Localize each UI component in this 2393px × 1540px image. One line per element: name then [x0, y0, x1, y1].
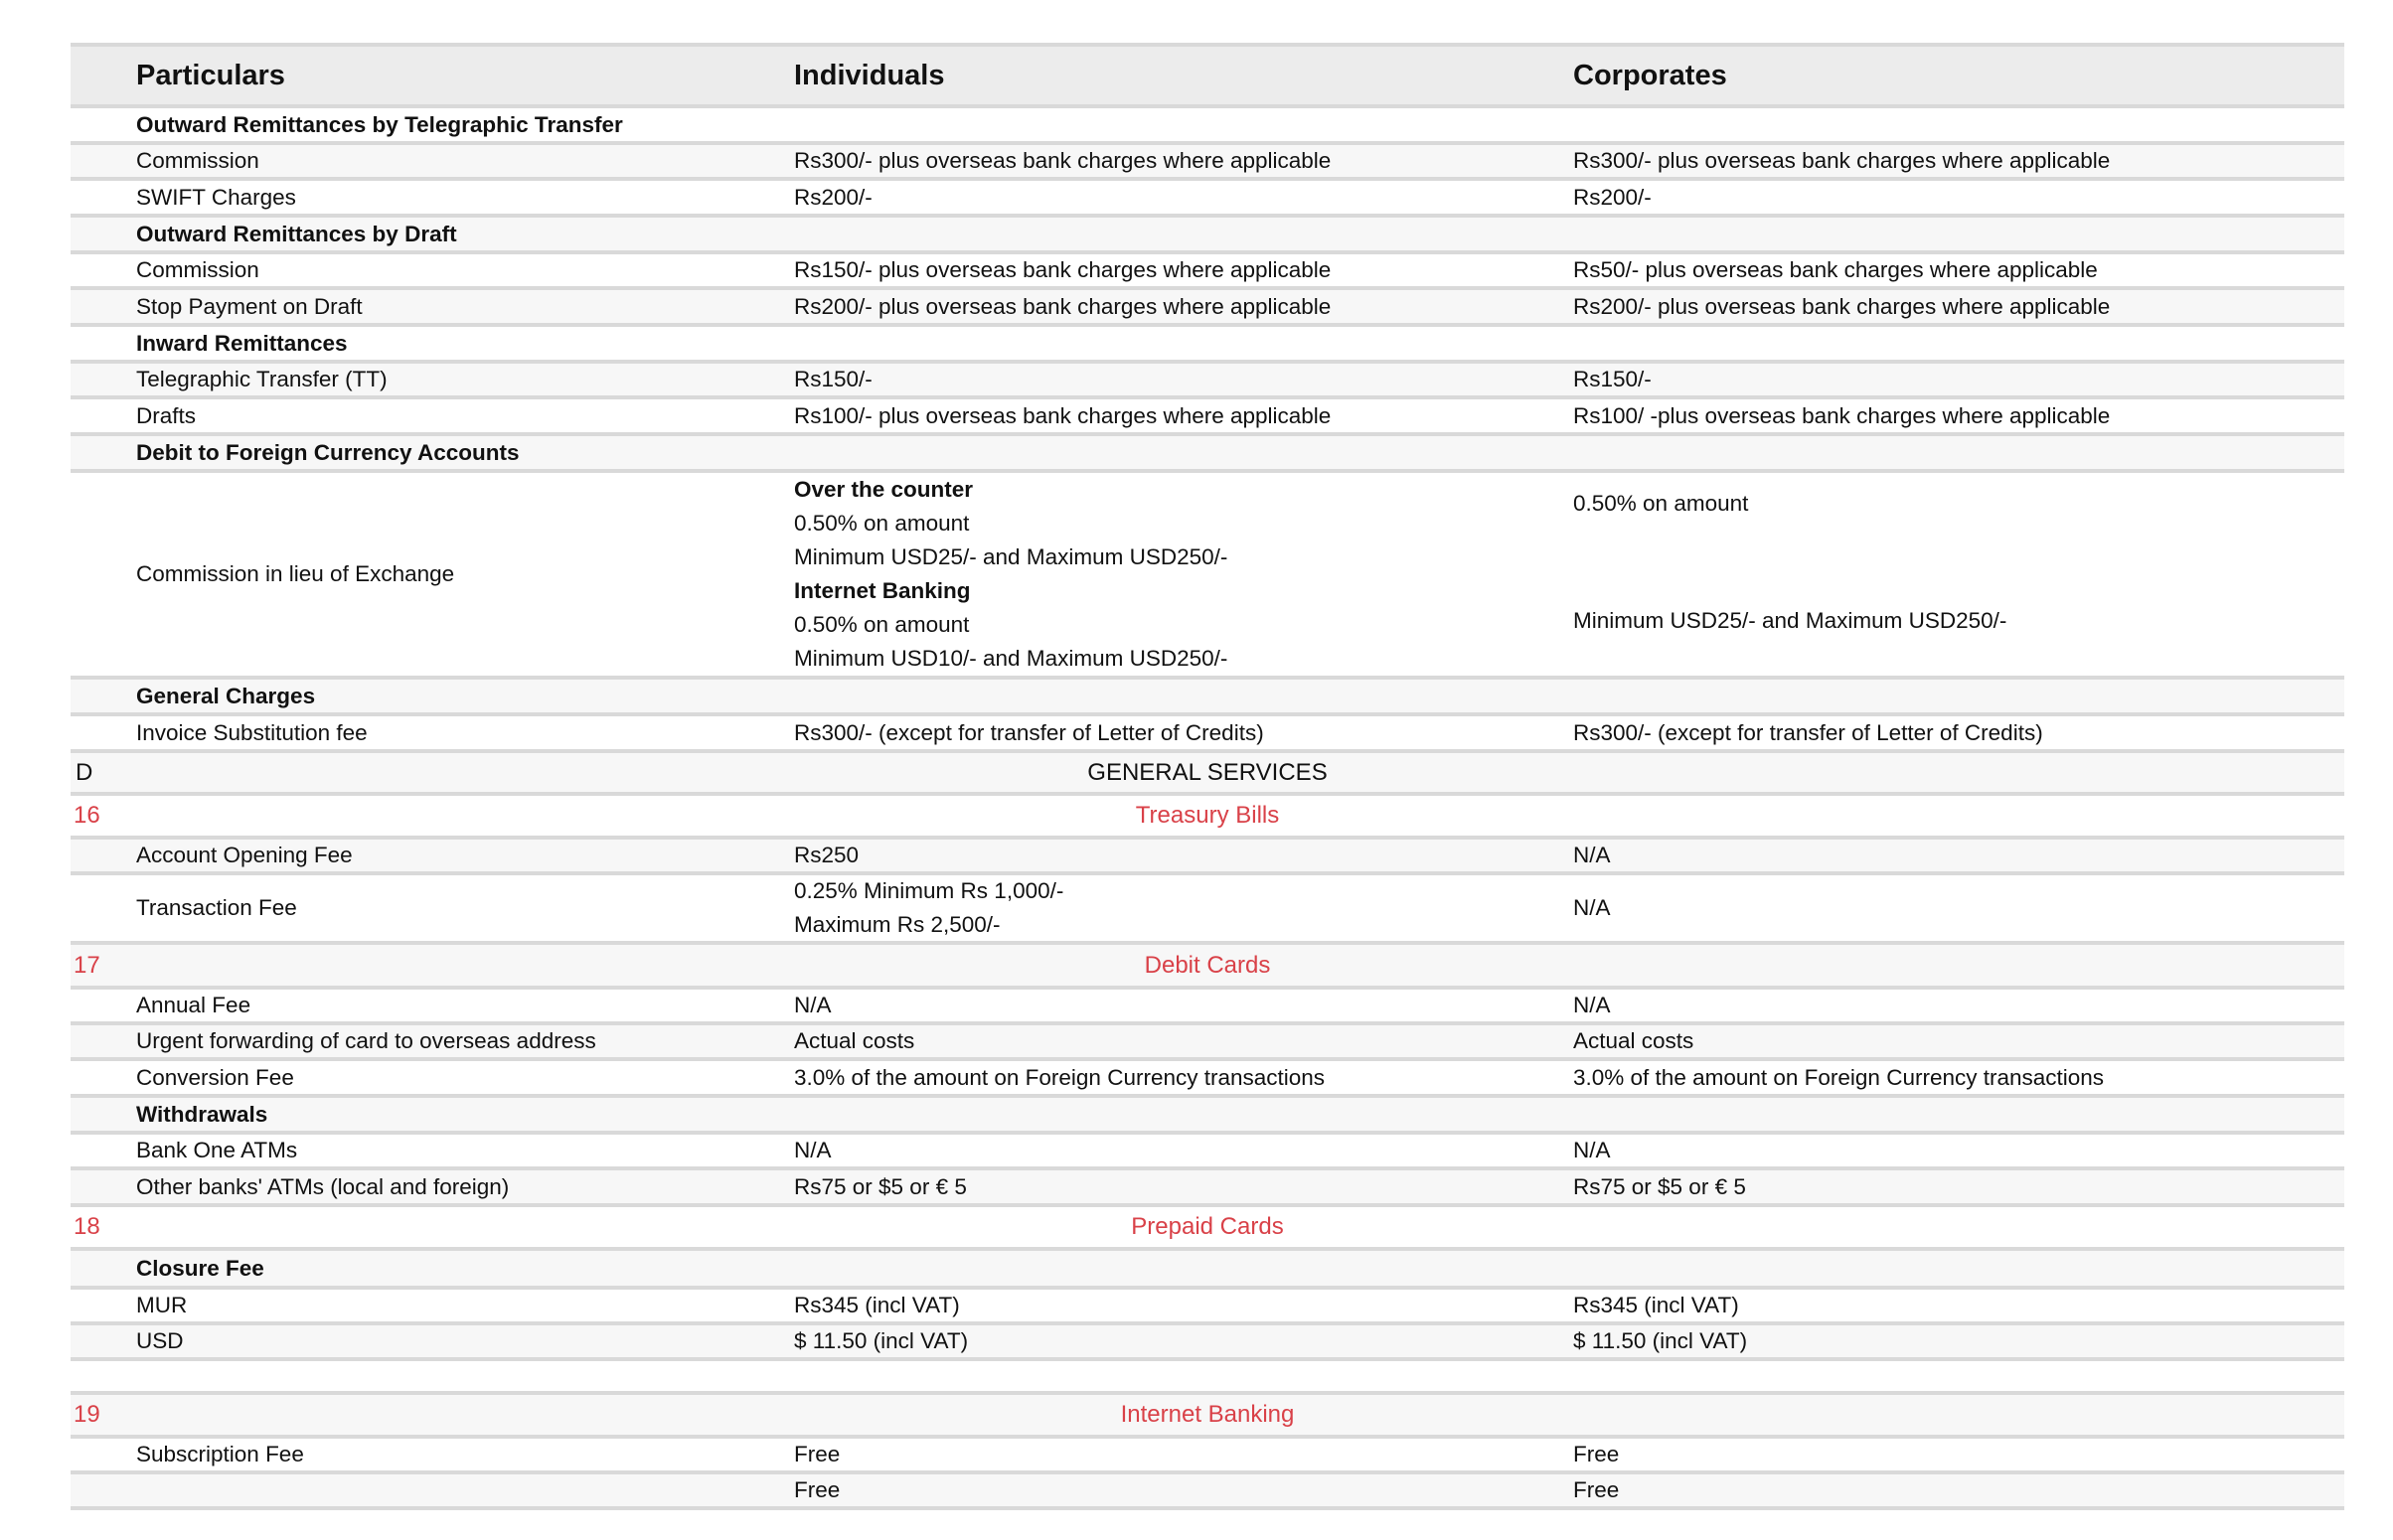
individuals-value: N/A: [794, 993, 832, 1017]
row-label: SWIFT Charges: [136, 184, 296, 210]
row-label: Other banks' ATMs (local and foreign): [136, 1173, 510, 1199]
table-row: [71, 1325, 2344, 1361]
corporates-value: Rs50/- plus overseas bank charges where applicable: [1573, 257, 2098, 282]
group-title: Debit to Foreign Currency Accounts: [136, 439, 520, 465]
over-counter-rate: 0.50% on amount: [794, 511, 970, 536]
group-row: [71, 218, 2344, 254]
section-row: [71, 945, 2344, 990]
corporates-value: Free: [1573, 1442, 1620, 1466]
section-row: [71, 796, 2344, 840]
individuals-value: [794, 875, 1063, 941]
corporates-value: N/A: [1573, 895, 1611, 920]
row-label: Subscription Fee: [136, 1442, 304, 1466]
individuals-value: Free: [794, 1442, 841, 1466]
group-row: [71, 1251, 2344, 1290]
table-header: [71, 43, 2344, 108]
row-label: Stop Payment on Draft: [136, 293, 363, 319]
row-label: Commission: [136, 148, 259, 173]
row-label: Transaction Fee: [136, 895, 297, 920]
row-label: MUR: [136, 1293, 188, 1317]
section-title: Internet Banking: [1120, 1401, 1295, 1428]
row-label: Account Opening Fee: [136, 843, 353, 867]
group-row: [71, 108, 2344, 145]
corporates-value: Rs300/- plus overseas bank charges where applicable: [1573, 148, 2111, 173]
section-title: Treasury Bills: [1135, 802, 1280, 829]
table-row: [71, 399, 2344, 436]
table-row: [71, 254, 2344, 290]
group-title: Withdrawals: [136, 1101, 268, 1127]
table-row: [71, 473, 2344, 680]
section-number: 17: [74, 951, 100, 979]
individuals-value: Rs200/- plus overseas bank charges where applicable: [794, 293, 1332, 319]
internet-banking-rate: 0.50% on amount: [794, 612, 970, 637]
corporates-value: Rs100/ -plus overseas bank charges where applicable: [1573, 402, 2111, 428]
row-label: Annual Fee: [136, 993, 251, 1017]
group-title: Outward Remittances by Draft: [136, 221, 457, 246]
section-number: 16: [74, 802, 100, 829]
individuals-line: Maximum Rs 2,500/-: [794, 912, 1001, 937]
section-title: Debit Cards: [1144, 951, 1271, 979]
table-row: [71, 1135, 2344, 1170]
table-row: [71, 1025, 2344, 1061]
table-row: [71, 290, 2344, 327]
corporates-limits: Minimum USD25/- and Maximum USD250/-: [1573, 608, 2007, 633]
internet-banking-heading: Internet Banking: [794, 578, 971, 603]
corporates-value: [1573, 473, 2006, 676]
individuals-value: Rs345 (incl VAT): [794, 1293, 960, 1317]
table-row: [71, 875, 2344, 945]
row-label: Commission: [136, 257, 259, 282]
table-row: [71, 1474, 2344, 1510]
section-title: Prepaid Cards: [1131, 1213, 1284, 1240]
individuals-value: $ 11.50 (incl VAT): [794, 1328, 969, 1353]
section-title: GENERAL SERVICES: [1087, 758, 1328, 786]
section-row: [71, 1207, 2344, 1251]
header-corporates: Corporates: [1573, 59, 1727, 91]
individuals-value: 3.0% of the amount on Foreign Currency transactions: [794, 1064, 1326, 1090]
individuals-value: Actual costs: [794, 1028, 915, 1053]
corporates-rate: 0.50% on amount: [1573, 491, 1749, 516]
row-label: Urgent forwarding of card to overseas address: [136, 1028, 596, 1053]
corporates-value: Rs200/-: [1573, 184, 1652, 210]
row-label: Commission in lieu of Exchange: [136, 561, 455, 586]
individuals-line: 0.25% Minimum Rs 1,000/-: [794, 878, 1064, 903]
corporates-value: Actual costs: [1573, 1028, 1694, 1053]
row-label: Invoice Substitution fee: [136, 719, 368, 745]
row-label: Telegraphic Transfer (TT): [136, 367, 388, 391]
individuals-value: N/A: [794, 1138, 832, 1162]
table-row: [71, 840, 2344, 875]
header-particulars: Particulars: [136, 59, 285, 91]
section-number: 18: [74, 1213, 100, 1240]
section-row: [71, 1395, 2344, 1439]
table-row: [71, 990, 2344, 1025]
table-row: [71, 1061, 2344, 1098]
section-letter: D: [76, 758, 93, 786]
corporates-value: Rs150/-: [1573, 367, 1652, 391]
corporates-value: $ 11.50 (incl VAT): [1573, 1328, 1748, 1353]
corporates-value: N/A: [1573, 843, 1611, 867]
corporates-value: Free: [1573, 1477, 1620, 1502]
table-row: [71, 1170, 2344, 1207]
corporates-value: 3.0% of the amount on Foreign Currency transactions: [1573, 1064, 2105, 1090]
group-row: [71, 680, 2344, 716]
corporates-value: Rs200/- plus overseas bank charges where applicable: [1573, 293, 2111, 319]
corporates-value: Rs300/- (except for transfer of Letter of Credits): [1573, 719, 2043, 745]
row-label: Bank One ATMs: [136, 1138, 298, 1162]
table-row: [71, 1439, 2344, 1474]
individuals-value: [794, 473, 1227, 676]
individuals-value: Rs150/-: [794, 367, 873, 391]
group-title: General Charges: [136, 683, 316, 708]
spacer-row: [71, 1361, 2344, 1395]
table-row: [71, 145, 2344, 181]
individuals-value: Rs300/- plus overseas bank charges where applicable: [794, 148, 1332, 173]
group-title: Outward Remittances by Telegraphic Transfer: [136, 111, 623, 137]
fee-table: [71, 43, 2344, 1510]
table-row: [71, 716, 2344, 753]
over-counter-heading: Over the counter: [794, 477, 974, 502]
individuals-value: Free: [794, 1477, 841, 1502]
row-label: Conversion Fee: [136, 1064, 294, 1090]
group-row: [71, 436, 2344, 473]
individuals-value: Rs75 or $5 or € 5: [794, 1173, 967, 1199]
table-row: [71, 1290, 2344, 1325]
table-row: [71, 364, 2344, 399]
group-title: Inward Remittances: [136, 330, 348, 356]
row-label: Drafts: [136, 402, 197, 428]
group-title: Closure Fee: [136, 1255, 264, 1281]
corporates-value: N/A: [1573, 993, 1611, 1017]
internet-banking-limits: Minimum USD10/- and Maximum USD250/-: [794, 646, 1228, 671]
table-row: [71, 181, 2344, 218]
section-number: 19: [74, 1401, 100, 1428]
individuals-value: Rs150/- plus overseas bank charges where applicable: [794, 257, 1332, 282]
individuals-value: Rs250: [794, 843, 860, 867]
corporates-value: Rs75 or $5 or € 5: [1573, 1173, 1746, 1199]
section-row: [71, 753, 2344, 796]
corporates-value: N/A: [1573, 1138, 1611, 1162]
individuals-value: Rs300/- (except for transfer of Letter of Credits): [794, 719, 1264, 745]
group-row: [71, 327, 2344, 364]
individuals-value: Rs100/- plus overseas bank charges where applicable: [794, 402, 1332, 428]
header-individuals: Individuals: [794, 59, 945, 91]
corporates-value: Rs345 (incl VAT): [1573, 1293, 1739, 1317]
individuals-value: Rs200/-: [794, 184, 873, 210]
group-row: [71, 1098, 2344, 1135]
over-counter-limits: Minimum USD25/- and Maximum USD250/-: [794, 544, 1228, 569]
row-label: USD: [136, 1328, 184, 1353]
